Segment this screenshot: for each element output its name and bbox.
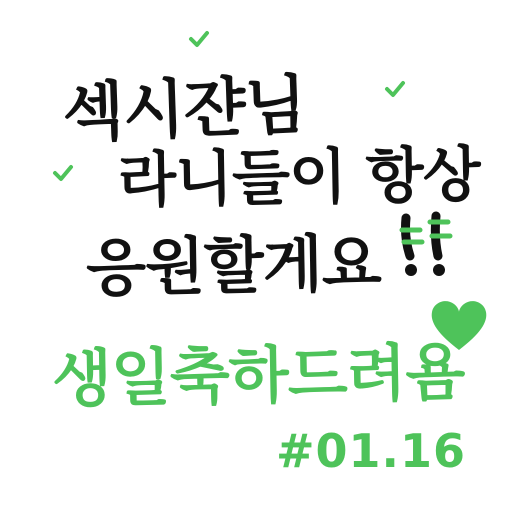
date-tag: #01.16 — [276, 424, 467, 478]
message-line-1: 섹시쟌님 — [60, 68, 307, 152]
check-mark-icon — [52, 164, 74, 182]
check-mark-icon — [188, 30, 210, 48]
message-line-2: 라니들이 항상 — [117, 139, 481, 217]
check-mark-icon — [384, 80, 406, 98]
message-line-3: 응원할게요 — [85, 226, 382, 305]
double-exclamation-icon — [398, 208, 458, 278]
birthday-line: 생일축하드려욤 — [51, 335, 465, 416]
heart-icon — [428, 294, 490, 356]
